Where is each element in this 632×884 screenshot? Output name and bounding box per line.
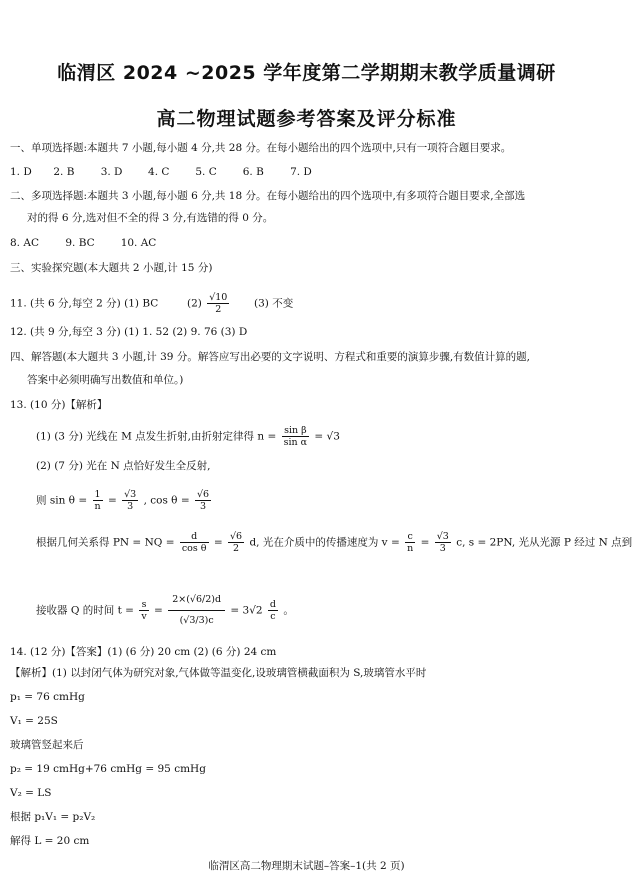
q13-step3: [36, 489, 213, 512]
q13-step2: (2) (7 分) 光在 N 点恰好发生全反射,: [36, 460, 211, 472]
sin-theta-label: 则 sin θ =: [36, 494, 88, 507]
frac-den: 3: [127, 501, 134, 512]
answer-10: 10. AC: [120, 237, 157, 249]
q14-analysis: 【解析】(1) 以封闭气体为研究对象,气体做等温变化,设玻璃管横截面积为 S,玻璃管水平时: [10, 667, 427, 679]
q14-line1: p₁ = 76 cmHg: [10, 691, 85, 703]
frac-sqrt6-3: [195, 489, 211, 512]
frac-num: c: [405, 531, 415, 543]
frac-den: 3: [439, 543, 446, 554]
answer-4: 4. C: [148, 166, 170, 178]
q14-line4: p₂ = 19 cmHg+76 cmHg = 95 cmHg: [10, 763, 206, 775]
q13-label: 13. (10 分)【解析】: [10, 399, 108, 411]
answer-key-title: 高二物理试题参考答案及评分标准: [156, 108, 457, 130]
q13-step4: [36, 531, 632, 554]
answer-8: 8. AC: [10, 237, 39, 249]
snell-den: sin α: [283, 437, 308, 448]
answer-5: 5. C: [195, 166, 217, 178]
q13-step5: [36, 590, 294, 631]
frac-num: s: [139, 599, 148, 611]
frac-1-n: [93, 489, 103, 512]
equals: =: [154, 604, 163, 617]
time-text: 接收器 Q 的时间 t =: [36, 604, 134, 617]
q14-label: 14. (12 分)【答案】(1) (6 分) 20 cm (2) (6 分) 24 cm: [10, 646, 277, 658]
big-fraction: [168, 590, 225, 631]
frac-den: 3: [200, 501, 207, 512]
section1-answers: [10, 165, 334, 179]
section4-heading: 四、解答题(本大题共 3 小题,计 39 分。解答应写出必要的文字说明、方程式和重要的演算步骤,有数值计算的题,: [10, 351, 530, 363]
big-frac-num: 2×(√6/2)d: [168, 590, 225, 611]
section1-heading: 一、单项选择题:本题共 7 小题,每小题 4 分,共 28 分。在每小题给出的四个选项中,只有一项符合题目要求。: [10, 142, 512, 154]
frac-den: c: [270, 611, 276, 622]
frac-num: d: [269, 599, 277, 610]
q14-line3: 玻璃管竖起来后: [10, 739, 84, 751]
frac-num: d: [180, 531, 209, 543]
frac-d-cos: [180, 531, 209, 554]
path-text: c, s = 2PN, 光从光源 P 经过 N 点到: [456, 536, 632, 549]
section2-answers: [10, 236, 156, 250]
equals: =: [420, 536, 430, 549]
frac-den: v: [141, 611, 147, 622]
question-11: [10, 292, 293, 315]
section2-heading: 二、多项选择题:本题共 3 小题,每小题 6 分,共 18 分。在每小题给出的四个选项中,有多项符合题目要求,全部选: [10, 190, 526, 202]
q11-fraction: [207, 292, 229, 315]
q13-snell-fraction: [282, 425, 309, 448]
frac-num: √3: [436, 531, 449, 542]
answer-7: 7. D: [290, 166, 312, 178]
frac-den: n: [94, 501, 101, 512]
section3-heading: 三、实验探究题(本大题共 2 小题,计 15 分): [10, 262, 213, 274]
question-12: 12. (共 9 分,每空 3 分) (1) 1. 52 (2) 9. 76 (3) D: [10, 326, 248, 338]
section2-heading-cont: 对的得 6 分,选对但不全的得 3 分,有选错的得 0 分。: [27, 212, 274, 224]
q14-line7: 解得 L = 20 cm: [10, 835, 90, 847]
frac-num: 1: [93, 489, 103, 501]
q11-part2-label: (2): [186, 297, 202, 310]
answer-1: 1. D: [10, 166, 32, 178]
answer-6: 6. B: [242, 166, 264, 178]
snell-result: = √3: [314, 430, 340, 443]
frac-den: 2: [233, 543, 240, 554]
q11-den: 2: [215, 304, 222, 315]
frac-sqrt6-2: [228, 531, 244, 554]
frac-s-v: [139, 599, 148, 622]
equals: =: [213, 536, 223, 549]
snell-num: sin β: [282, 425, 309, 437]
speed-text: d, 光在介质中的传播速度为 v =: [249, 536, 400, 549]
section4-heading-cont: 答案中必须明确写出数值和单位。): [27, 374, 184, 386]
time-result: = 3√2: [230, 604, 263, 617]
frac-den: n: [407, 543, 414, 554]
page-footer: 临渭区高二物理期末试题–答案–1(共 2 页): [208, 860, 405, 872]
frac-c-n: [405, 531, 415, 554]
big-frac-den: (√3/3)c: [179, 615, 214, 626]
cos-theta-label: , cos θ =: [143, 494, 190, 507]
q13-step1: [36, 425, 340, 448]
answer-2: 2. B: [53, 166, 75, 178]
frac-den: cos θ: [181, 543, 207, 554]
q14-line6: 根据 p₁V₁ = p₂V₂: [10, 811, 96, 823]
q13-step1-text: (1) (3 分) 光线在 M 点发生折射,由折射定律得 n =: [36, 430, 277, 443]
q14-line5: V₂ = LS: [10, 787, 52, 799]
q14-line2: V₁ = 25S: [10, 715, 58, 727]
period: 。: [283, 604, 294, 617]
equals: =: [107, 494, 117, 507]
frac-sqrt3-3b: [435, 531, 451, 554]
frac-num: √6: [230, 531, 243, 542]
frac-num: √3: [124, 489, 137, 500]
exam-title: 临渭区 2024 ~2025 学年度第二学期期末教学质量调研: [57, 62, 556, 84]
answer-3: 3. D: [100, 166, 123, 178]
frac-num: √6: [196, 489, 210, 500]
frac-sqrt3-3: [122, 489, 138, 512]
geometry-text: 根据几何关系得 PN = NQ =: [36, 536, 175, 549]
q11-part3: (3) 不变: [254, 297, 294, 310]
frac-d-c: [268, 599, 278, 622]
answer-9: 9. BC: [65, 237, 95, 249]
q11-num: √10: [209, 292, 228, 303]
q11-part1: 11. (共 6 分,每空 2 分) (1) BC: [10, 297, 159, 310]
